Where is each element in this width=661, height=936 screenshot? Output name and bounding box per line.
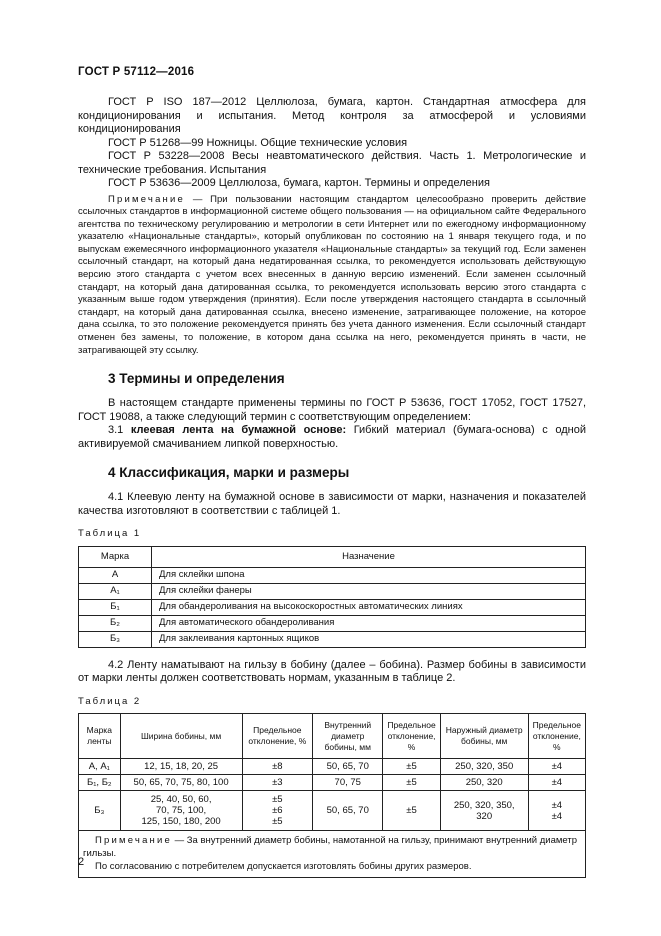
clause-4-1: 4.1 Клеевую ленту на бумажной основе в зависимости от марки, назначения и показателей качества изготовляют в соответствии с таблицей 1. xyxy=(78,491,586,517)
table-cell: 250, 320 xyxy=(440,775,528,791)
ref-1: ГОСТ Р ISO 187—2012 Целлюлоза, бумага, картон. Стандартная атмосфера для кондиционирования и испытания. Метод контроля за атмосферой и условиями кондиционирования xyxy=(78,96,586,135)
table-row xyxy=(79,775,586,791)
term-definition: Гибкий материал (бумага-основа) с одной активируемой смачиванием липкой поверхностью. xyxy=(78,424,586,450)
table-cell: Для автоматического обандероливания xyxy=(152,615,586,631)
note-label: Примечание xyxy=(108,193,185,205)
table-cell: Б₂ xyxy=(79,615,152,631)
clause-4-2: 4.2 Ленту наматывают на гильзу в бобину (далее – бобина). Размер бобины в зависимости от марки ленты должен соответствовать нормам, указанным в таблице 2. xyxy=(78,658,586,685)
term-number: 3.1 xyxy=(108,424,131,437)
width-line: 70, 75, 100, xyxy=(156,805,207,817)
table-cell: 12, 15, 18, 20, 25 xyxy=(120,759,242,775)
outer-line: 250, 320, 350, xyxy=(453,799,515,811)
table-cell: ±8 xyxy=(242,759,313,775)
table-cell: 70, 75 xyxy=(313,775,383,791)
table-2-note xyxy=(79,831,586,878)
note-text: — При пользовании настоящим стандартом целесообразно проверить действие ссылочных стандартов в информационной системе общего пользования — на официальном сайте Федерального агентства по техническому регулированию и метрологии в сети Интернет или по ежегодному информационному указателю «Национальные стандарты», который опубликован по состоянию на 1 января текущего года, и по выпускам ежемесячного информационного указателя «Национальные стандарты» за текущий год. Если заменен ссылочный стандарт, на который дана недатированная ссылка, то рекомендуется использовать действующую версию этого стандарта с учетом всех внесенных в данную версию изменений. Если заменен ссылочный стандарт, на который дана датированная ссылка, то рекомендуется использовать версию этого стандарта с указанным выше годом утверждения (принятия). Если после утверждения настоящего стандарта в ссылочный стандарт, на который дана датированная ссылка, внесено изменение, затрагивающее положение, на которое дана ссылка, то это положение рекомендуется принять без учета данного изменения. Если ссылочный стандарт отменен без замены, то положение, в котором дана ссылка на него, рекомендуется принять в части, не затрагивающей эту ссылку. xyxy=(78,193,586,356)
table-cell-widths xyxy=(120,791,242,831)
table-row xyxy=(79,567,586,583)
table-cell: Для склейки фанеры xyxy=(152,583,586,599)
outer-line: 320 xyxy=(476,810,493,822)
section-3-title: 3 Термины и определения xyxy=(108,371,285,387)
table-cell: ±5 xyxy=(383,775,440,791)
table-cell-outer-dev xyxy=(528,791,585,831)
deviation-line: ±6 xyxy=(272,805,283,817)
table-note-2: По согласованию с потребителем допускается изготовлять бобины других размеров. xyxy=(95,861,472,873)
width-line: 25, 40, 50, 60, xyxy=(150,794,212,806)
table-cell: Б₃ xyxy=(79,631,152,647)
page-number: 2 xyxy=(78,856,85,868)
table-2-caption: Таблица 2 xyxy=(78,695,142,707)
term-name: клеевая лента на бумажной основе: xyxy=(130,424,347,437)
table-header-cell: Наружный диаметр бобины, мм xyxy=(440,714,528,759)
table-cell: Для склейки шпона xyxy=(152,567,586,583)
table-cell: 50, 65, 70 xyxy=(313,759,383,775)
table-1 xyxy=(78,546,586,648)
section-3-intro: В настоящем стандарте применены термины по ГОСТ Р 53636, ГОСТ 17052, ГОСТ 17527, ГОСТ 19088, а также следующий термин с соответствующим определением: xyxy=(78,397,586,423)
term-3-1 xyxy=(78,424,586,451)
table-cell: Для обандероливания на высокоскоростных автоматических линиях xyxy=(152,599,586,615)
table-row xyxy=(79,631,586,647)
width-line: 125, 150, 180, 200 xyxy=(141,816,221,828)
table-cell: 50, 65, 70 xyxy=(313,791,383,831)
ref-4: ГОСТ Р 53636—2009 Целлюлоза, бумага, картон. Термины и определения xyxy=(108,177,490,189)
table-cell: Б₁ xyxy=(79,599,152,615)
table-header-cell: Марка ленты xyxy=(79,714,121,759)
table-row xyxy=(79,583,586,599)
table-cell: Для заклеивания картонных ящиков xyxy=(152,631,586,647)
table-row xyxy=(79,791,586,831)
table-cell: ±5 xyxy=(383,791,440,831)
document-header: ГОСТ Р 57112—2016 xyxy=(78,66,195,78)
table-cell: А₁ xyxy=(79,583,152,599)
note-text: — За внутренний диаметр бобины, намотанной на гильзу, принимают внутренний диаметр гильзы. xyxy=(83,835,578,860)
table-note-row xyxy=(79,831,586,878)
outer-dev-line: ±4 xyxy=(551,799,563,811)
ref-3: ГОСТ Р 53228—2008 Весы неавтоматического действия. Часть 1. Метрологические и технические требования. Испытания xyxy=(78,150,586,176)
table-cell: ±5 xyxy=(383,759,440,775)
note-label: Примечание xyxy=(95,835,172,847)
table-header-cell: Внутренний диаметр бобины, мм xyxy=(313,714,383,759)
table-cell: Б₃ xyxy=(79,791,121,831)
ref-2: ГОСТ Р 51268—99 Ножницы. Общие технические условия xyxy=(108,136,408,149)
table-row xyxy=(79,615,586,631)
table-cell: А xyxy=(79,567,152,583)
table-header-cell: Предельное отклонение, % xyxy=(383,714,440,759)
table-cell-deviations xyxy=(242,791,313,831)
table-cell-outer xyxy=(440,791,528,831)
table-header-cell: Марка xyxy=(79,546,152,567)
table-header-row xyxy=(79,714,586,759)
table-note-1 xyxy=(83,834,581,860)
table-cell: ±3 xyxy=(242,775,313,791)
table-1-caption: Таблица 1 xyxy=(78,528,142,540)
table-header-cell: Предельное отклонение, % xyxy=(242,714,313,759)
table-header-cell: Назначение xyxy=(152,546,586,567)
table-row xyxy=(79,759,586,775)
deviation-line: ±5 xyxy=(272,816,283,828)
table-cell: ±4 xyxy=(528,759,585,775)
table-header-cell: Ширина бобины, мм xyxy=(120,714,242,759)
deviation-line: ±5 xyxy=(272,794,283,806)
outer-dev-line: ±4 xyxy=(551,810,563,822)
table-row xyxy=(79,599,586,615)
table-cell: 50, 65, 70, 75, 80, 100 xyxy=(120,775,242,791)
section-4-title: 4 Классификация, марки и размеры xyxy=(108,465,350,481)
note-normative-refs xyxy=(78,194,586,358)
table-cell: 250, 320, 350 xyxy=(440,759,528,775)
table-header-row xyxy=(79,546,586,567)
table-header-cell: Предельное отклонение, % xyxy=(528,714,585,759)
table-2 xyxy=(78,713,586,878)
table-cell: А, А₁ xyxy=(79,759,121,775)
table-cell: ±4 xyxy=(528,775,585,791)
page-content xyxy=(78,96,586,878)
table-cell: Б₁, Б₂ xyxy=(79,775,121,791)
